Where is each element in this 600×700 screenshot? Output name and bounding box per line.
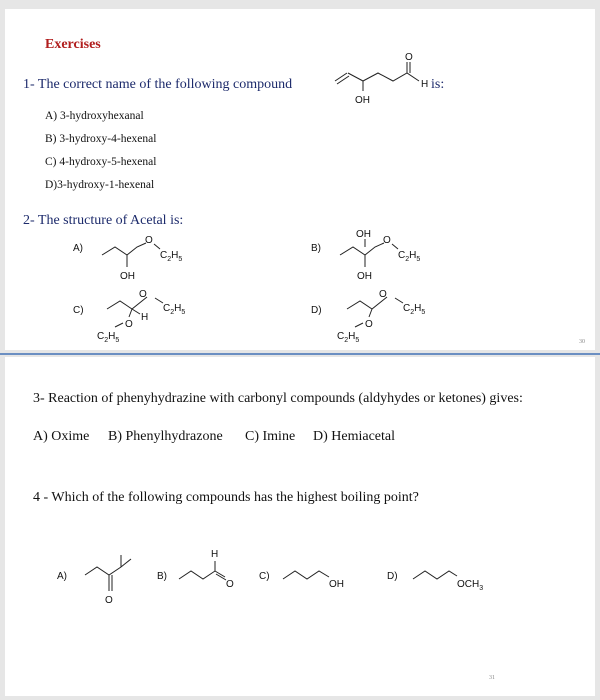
q4-option-a-letter: A) <box>57 571 67 582</box>
svg-text:OH: OH <box>357 271 372 282</box>
svg-text:O: O <box>383 235 391 246</box>
svg-text:C2H5: $C_2H_5$ <box>337 331 360 344</box>
svg-text:C2H5: $C_2H_5$ <box>398 250 421 263</box>
svg-text:C2H5: $C_2H_5$ <box>97 331 120 344</box>
svg-text:H: H <box>141 312 149 323</box>
question-2-text: 2- The structure of Acetal is: <box>23 213 184 228</box>
q4-option-d-structure <box>407 557 507 597</box>
svg-text:O: O <box>145 235 153 246</box>
q3-option-a: A) Oxime <box>33 429 90 444</box>
q3-option-c: C) Imine <box>245 429 296 444</box>
page-30 <box>5 9 595 350</box>
q1-option-c: C) 4-hydroxy-5-hexenal <box>45 156 157 168</box>
svg-text:O: O <box>139 289 147 300</box>
q4-option-c-structure <box>277 557 357 597</box>
q1-option-b: B) 3-hydroxy-4-hexenal <box>45 133 157 145</box>
svg-text:OH: OH <box>356 229 371 240</box>
q3-option-b: B) Phenylhydrazone <box>108 429 223 444</box>
svg-text:O: O <box>365 319 373 330</box>
svg-text:OH: OH <box>329 579 344 590</box>
q2-option-b-structure <box>335 225 435 282</box>
q1-oxygen-label: O <box>405 52 413 63</box>
svg-text:H: H <box>211 549 219 560</box>
question-1-suffix: is: <box>431 77 445 92</box>
svg-text:O: O <box>105 595 113 606</box>
svg-text:C2H5: $C_2H_5$ <box>403 303 426 316</box>
svg-text:OH: OH <box>120 271 135 282</box>
question-1-text: 1- The correct name of the following compound <box>23 77 293 92</box>
q4-option-d-letter: D) <box>387 571 398 582</box>
q1-molecule <box>323 51 433 111</box>
q4-option-b-structure <box>175 545 245 600</box>
q4-option-a-structure <box>77 545 147 615</box>
svg-text:O: O <box>125 319 133 330</box>
q1-hydrogen-label: H <box>421 79 429 90</box>
q4-option-b-letter: B) <box>157 571 167 582</box>
q2-option-c-structure <box>97 287 207 347</box>
svg-text:C2H5: $C_2H_5$ <box>163 303 186 316</box>
q2-option-a-letter: A) <box>73 243 83 254</box>
q1-hydroxyl-label: OH <box>355 95 370 106</box>
q1-option-d: D)3-hydroxy-1-hexenal <box>45 179 155 191</box>
question-3-text: 3- Reaction of phenyhydrazine with carbonyl compounds (aldyhydes or ketones) gives: <box>33 391 523 406</box>
q2-option-a-structure <box>97 227 197 282</box>
exercises-heading: Exercises <box>45 37 101 52</box>
svg-text:O: O <box>379 289 387 300</box>
svg-text:O: O <box>226 579 234 590</box>
page-number-31: 31 <box>489 675 495 681</box>
q3-option-d: D) Hemiacetal <box>313 429 396 444</box>
page-divider <box>0 353 600 355</box>
page-number-30: 30 <box>579 339 585 345</box>
svg-text:OCH3: $OCH_3$ <box>457 579 484 592</box>
page-31 <box>5 357 595 696</box>
q2-option-d-structure <box>335 287 445 347</box>
svg-text:C2H5: $C_2H_5$ <box>160 250 183 263</box>
q2-option-c-letter: C) <box>73 305 84 316</box>
q2-option-b-letter: B) <box>311 243 321 254</box>
q4-option-c-letter: C) <box>259 571 270 582</box>
q2-option-d-letter: D) <box>311 305 322 316</box>
q1-option-a: A) 3-hydroxyhexanal <box>45 110 144 122</box>
question-4-text: 4 - Which of the following compounds has the highest boiling point? <box>33 490 419 505</box>
